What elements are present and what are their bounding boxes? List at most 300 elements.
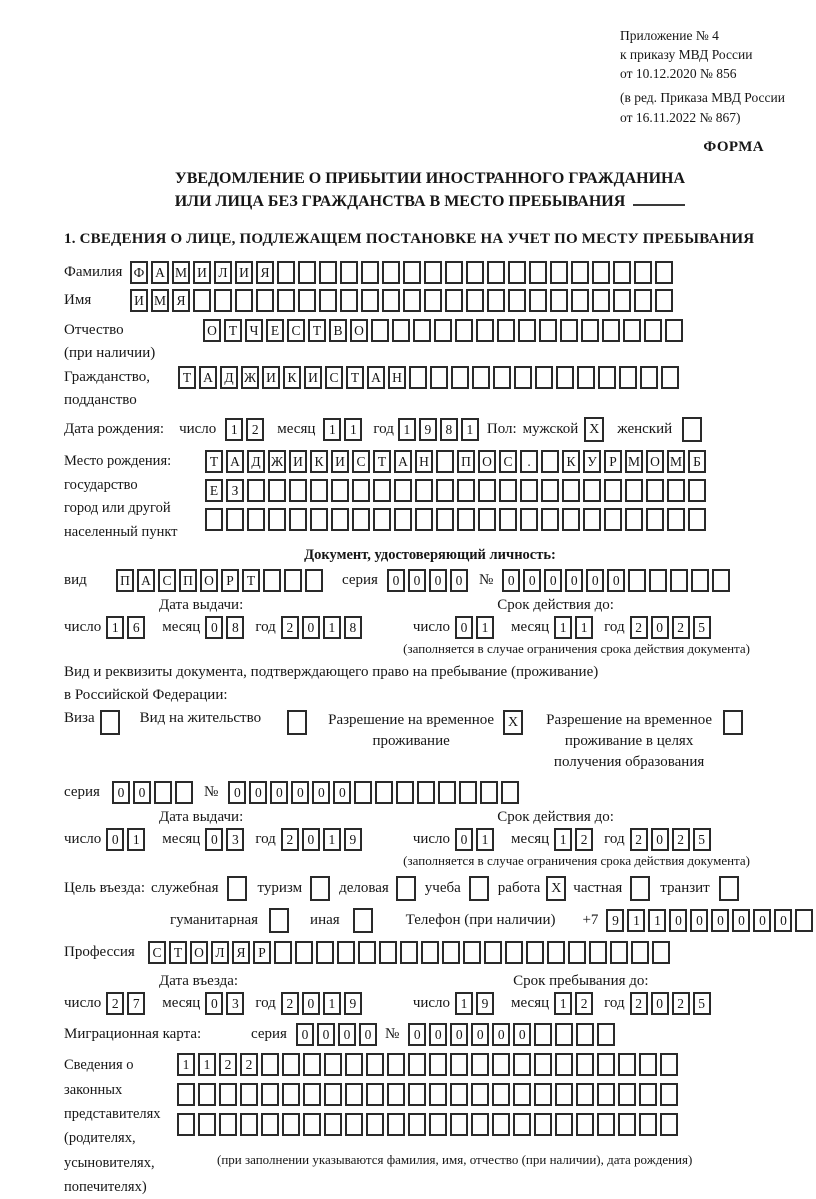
char-cell <box>430 366 448 389</box>
char-cell <box>618 1053 636 1076</box>
title-underline <box>633 193 685 206</box>
education-residence-label: Разрешение на временное проживание в целях получения образования <box>546 712 713 771</box>
doc-issue-month-cells <box>205 616 247 639</box>
char-cell: 0 <box>429 569 447 592</box>
char-cell: Е <box>266 319 284 342</box>
char-cell: Т <box>308 319 326 342</box>
char-cell: 2 <box>575 992 593 1015</box>
char-cell <box>282 1113 300 1136</box>
form-title <box>64 168 796 213</box>
char-cell: 1 <box>575 616 593 639</box>
name-cells <box>130 289 676 312</box>
purpose-work-checkbox: X <box>546 876 566 901</box>
char-cell <box>639 1083 657 1106</box>
stay-issue-date-group: число 0 1 месяц 0 3 год 2 0 1 9 <box>64 828 373 851</box>
form-title-line2: ИЛИ ЛИЦА БЕЗ ГРАЖДАНСТВА В МЕСТО ПРЕБЫВАНИЯ <box>174 192 626 210</box>
char-cell: П <box>457 450 475 473</box>
char-cell <box>303 1053 321 1076</box>
char-cell: 1 <box>323 828 341 851</box>
char-cell: 5 <box>693 616 711 639</box>
birthdate-row: Дата рождения: число 1 2 месяц 1 1 год 1 9 8 1 Пол: мужской X женский <box>64 417 796 442</box>
char-cell: 0 <box>333 781 351 804</box>
char-cell: К <box>562 450 580 473</box>
stay-valid-month-cells <box>554 828 596 851</box>
char-cell <box>214 289 232 312</box>
char-cell: М <box>667 450 685 473</box>
char-cell: 2 <box>630 616 648 639</box>
stay-series-label: серия <box>64 784 100 801</box>
char-cell <box>499 508 517 531</box>
char-cell <box>394 479 412 502</box>
char-cell <box>618 1113 636 1136</box>
char-cell <box>177 1083 195 1106</box>
char-cell <box>493 366 511 389</box>
char-cell <box>597 1023 615 1046</box>
char-cell <box>598 366 616 389</box>
char-cell <box>550 289 568 312</box>
char-cell <box>429 1113 447 1136</box>
char-cell: 0 <box>544 569 562 592</box>
char-cell <box>639 1113 657 1136</box>
char-cell <box>492 1113 510 1136</box>
stay-number-cells <box>228 781 522 804</box>
representatives-note: (при заполнении указываются фамилия, имя, отчество (при наличии), дата рождения) <box>217 1152 693 1168</box>
char-cell <box>421 941 439 964</box>
char-cell <box>577 366 595 389</box>
char-cell: 0 <box>133 781 151 804</box>
char-cell: 8 <box>440 418 458 441</box>
char-cell: 5 <box>693 828 711 851</box>
birth-day-cells <box>225 418 267 441</box>
residence-permit-checkbox <box>287 710 307 735</box>
char-cell: 2 <box>246 418 264 441</box>
char-cell <box>646 479 664 502</box>
char-cell <box>436 479 454 502</box>
char-cell <box>589 941 607 964</box>
char-cell <box>382 289 400 312</box>
doc-kind-label: вид <box>64 572 87 589</box>
char-cell <box>282 1083 300 1106</box>
char-cell <box>534 1113 552 1136</box>
char-cell: 1 <box>627 909 645 932</box>
char-cell <box>305 569 323 592</box>
char-cell <box>445 261 463 284</box>
char-cell <box>340 261 358 284</box>
char-cell <box>501 781 519 804</box>
surname-row <box>64 261 796 284</box>
char-cell: И <box>130 289 148 312</box>
doc-dates-titles <box>64 597 796 614</box>
char-cell <box>256 289 274 312</box>
char-cell <box>277 261 295 284</box>
stay-valid-day-cells <box>455 828 497 851</box>
char-cell <box>235 289 253 312</box>
char-cell <box>284 569 302 592</box>
char-cell <box>688 479 706 502</box>
char-cell <box>261 1113 279 1136</box>
char-cell: 1 <box>323 992 341 1015</box>
purpose-private-checkbox <box>630 876 650 901</box>
char-cell: 2 <box>630 992 648 1015</box>
char-cell <box>712 569 730 592</box>
doc-issue-year-cells <box>281 616 365 639</box>
char-cell <box>625 479 643 502</box>
char-cell <box>408 1083 426 1106</box>
char-cell: У <box>583 450 601 473</box>
doc-dates-row <box>64 616 796 639</box>
char-cell <box>555 1113 573 1136</box>
char-cell: А <box>226 450 244 473</box>
birth-year-cells <box>398 418 482 441</box>
char-cell: 1 <box>554 992 572 1015</box>
char-cell: . <box>520 450 538 473</box>
char-cell <box>555 1053 573 1076</box>
char-cell <box>408 1113 426 1136</box>
char-cell <box>691 569 709 592</box>
char-cell: 0 <box>270 781 288 804</box>
visa-label: Виза <box>64 710 95 727</box>
stay-valid-until-group: число 0 1 месяц 1 2 год 2 0 2 5 <box>413 828 722 851</box>
char-cell <box>436 450 454 473</box>
doc-issue-day-cells <box>106 616 148 639</box>
char-cell: 0 <box>450 569 468 592</box>
char-cell: 0 <box>513 1023 531 1046</box>
doc-valid-until-group: число 0 1 месяц 1 1 год 2 0 2 5 <box>413 616 722 639</box>
char-cell: 1 <box>554 828 572 851</box>
char-cell <box>261 1083 279 1106</box>
doc-valid-day-cells <box>455 616 497 639</box>
char-cell: 1 <box>476 828 494 851</box>
char-cell: 1 <box>225 418 243 441</box>
char-cell <box>459 781 477 804</box>
char-cell: Е <box>205 479 223 502</box>
purpose-label: Цель въезда: <box>64 880 145 897</box>
char-cell: 1 <box>648 909 666 932</box>
char-cell <box>457 508 475 531</box>
char-cell: 2 <box>672 616 690 639</box>
char-cell <box>508 289 526 312</box>
char-cell: Я <box>232 941 250 964</box>
char-cell: Я <box>256 261 274 284</box>
char-cell <box>247 479 265 502</box>
char-cell: 1 <box>461 418 479 441</box>
char-cell: 0 <box>312 781 330 804</box>
char-cell <box>438 781 456 804</box>
char-cell: 1 <box>344 418 362 441</box>
citizenship-cells <box>178 366 682 389</box>
char-cell <box>640 366 658 389</box>
birthplace-block <box>64 450 796 544</box>
char-cell: Р <box>604 450 622 473</box>
char-cell <box>424 261 442 284</box>
stay-doc-line2: в Российской Федерации: <box>64 687 228 704</box>
temp-residence-label: Разрешение на временное проживание <box>328 712 495 750</box>
char-cell <box>240 1083 258 1106</box>
char-cell <box>450 1113 468 1136</box>
char-cell <box>555 1083 573 1106</box>
char-cell: 1 <box>323 418 341 441</box>
char-cell <box>604 479 622 502</box>
appendix-block <box>620 26 796 127</box>
appendix-line-5: от 16.11.2022 № 867) <box>620 109 741 125</box>
char-cell: 6 <box>127 616 145 639</box>
stay-series-cells <box>112 781 196 804</box>
char-cell: 0 <box>205 828 223 851</box>
stay-dates-titles: Дата выдачи: Срок действия до: <box>159 809 614 826</box>
patronymic-row <box>64 319 796 364</box>
char-cell: Н <box>388 366 406 389</box>
char-cell: Ж <box>241 366 259 389</box>
char-cell <box>274 941 292 964</box>
char-cell <box>602 319 620 342</box>
char-cell <box>295 941 313 964</box>
char-cell: Т <box>169 941 187 964</box>
char-cell <box>177 1113 195 1136</box>
char-cell <box>534 1053 552 1076</box>
doc-number-label: № <box>478 572 494 589</box>
char-cell: 0 <box>359 1023 377 1046</box>
char-cell: 9 <box>606 909 624 932</box>
char-cell <box>472 366 490 389</box>
char-cell <box>646 508 664 531</box>
char-cell <box>597 1113 615 1136</box>
char-cell <box>268 508 286 531</box>
char-cell <box>455 319 473 342</box>
char-cell: 0 <box>302 616 320 639</box>
char-cell <box>345 1083 363 1106</box>
char-cell: 0 <box>302 992 320 1015</box>
patronymic-cells <box>203 319 686 342</box>
char-cell <box>667 479 685 502</box>
char-cell <box>366 1113 384 1136</box>
purpose-tourism-checkbox <box>310 876 330 901</box>
char-cell: 9 <box>344 992 362 1015</box>
char-cell: 2 <box>240 1053 258 1076</box>
char-cell <box>457 479 475 502</box>
char-cell <box>661 366 679 389</box>
char-cell: Л <box>211 941 229 964</box>
representatives-block <box>64 1053 796 1199</box>
stay-doc-line1: Вид и реквизиты документа, подтверждающего право на пребывание (проживание) <box>64 664 599 681</box>
entry-purpose-row2: гуманитарная иная Телефон (при наличии) +7 9 1 1 0 0 0 0 0 0 <box>64 908 796 933</box>
char-cell: Т <box>178 366 196 389</box>
char-cell <box>451 366 469 389</box>
stay-until-title: Срок пребывания до: <box>513 973 649 990</box>
char-cell <box>240 1113 258 1136</box>
char-cell <box>660 1113 678 1136</box>
char-cell <box>319 289 337 312</box>
char-cell <box>361 261 379 284</box>
char-cell <box>310 508 328 531</box>
char-cell: 0 <box>607 569 625 592</box>
char-cell <box>526 941 544 964</box>
char-cell <box>298 261 316 284</box>
char-cell: Р <box>253 941 271 964</box>
female-checkbox <box>682 417 702 442</box>
char-cell <box>618 1083 636 1106</box>
stay-dates-row <box>64 828 796 851</box>
doc-kind-row <box>64 569 796 592</box>
char-cell: 1 <box>177 1053 195 1076</box>
char-cell: О <box>478 450 496 473</box>
entry-date-group: число 2 7 месяц 0 3 год 2 0 1 9 <box>64 992 373 1015</box>
char-cell <box>581 319 599 342</box>
char-cell <box>492 1083 510 1106</box>
char-cell: 0 <box>317 1023 335 1046</box>
char-cell <box>337 941 355 964</box>
char-cell <box>670 569 688 592</box>
doc-issue-date-group: число 1 6 месяц 0 8 год 2 0 1 8 <box>64 616 373 639</box>
char-cell: С <box>352 450 370 473</box>
char-cell <box>392 319 410 342</box>
char-cell <box>354 781 372 804</box>
char-cell <box>471 1113 489 1136</box>
char-cell <box>417 781 435 804</box>
char-cell: Т <box>373 450 391 473</box>
char-cell <box>541 508 559 531</box>
char-cell <box>324 1083 342 1106</box>
char-cell <box>463 941 481 964</box>
representatives-cells-row2 <box>177 1083 692 1106</box>
char-cell <box>471 1083 489 1106</box>
char-cell: В <box>329 319 347 342</box>
char-cell <box>345 1113 363 1136</box>
char-cell <box>513 1083 531 1106</box>
temp-residence-checkbox: X <box>503 710 523 735</box>
char-cell <box>219 1113 237 1136</box>
char-cell: И <box>304 366 322 389</box>
char-cell: М <box>172 261 190 284</box>
char-cell <box>541 479 559 502</box>
char-cell <box>649 569 667 592</box>
doc-restriction-note: (заполняется в случае ограничения срока действия документа) <box>403 641 750 657</box>
char-cell <box>466 289 484 312</box>
char-cell <box>476 319 494 342</box>
char-cell <box>387 1113 405 1136</box>
char-cell <box>592 289 610 312</box>
char-cell <box>358 941 376 964</box>
char-cell: 1 <box>398 418 416 441</box>
char-cell <box>154 781 172 804</box>
migration-series-cells <box>296 1023 380 1046</box>
char-cell <box>466 261 484 284</box>
entry-month-cells <box>205 992 247 1015</box>
valid-until-title: Срок действия до: <box>497 597 614 614</box>
char-cell: 8 <box>344 616 362 639</box>
phone-prefix: +7 <box>582 912 599 929</box>
char-cell: 0 <box>586 569 604 592</box>
char-cell: 2 <box>106 992 124 1015</box>
appendix-line-4: (в ред. Приказа МВД России <box>620 90 785 106</box>
char-cell <box>263 569 281 592</box>
char-cell: И <box>262 366 280 389</box>
char-cell: 8 <box>226 616 244 639</box>
char-cell: 9 <box>419 418 437 441</box>
section1-heading: 1. СВЕДЕНИЯ О ЛИЦЕ, ПОДЛЕЖАЩЕМ ПОСТАНОВКЕ НА УЧЕТ ПО МЕСТУ ПРЕБЫВАНИЯ <box>64 231 755 248</box>
char-cell <box>352 479 370 502</box>
char-cell: 2 <box>281 992 299 1015</box>
char-cell <box>345 1053 363 1076</box>
char-cell <box>631 941 649 964</box>
char-cell <box>366 1083 384 1106</box>
stay-issue-month-cells <box>205 828 247 851</box>
char-cell: 2 <box>281 828 299 851</box>
char-cell <box>655 289 673 312</box>
citizenship-row <box>64 366 796 411</box>
char-cell <box>289 479 307 502</box>
char-cell <box>628 569 646 592</box>
char-cell <box>403 289 421 312</box>
char-cell <box>310 479 328 502</box>
stay-valid-year-cells <box>630 828 714 851</box>
char-cell <box>366 1053 384 1076</box>
stay-restriction-note: (заполняется в случае ограничения срока действия документа) <box>403 853 750 869</box>
char-cell: 1 <box>106 616 124 639</box>
birthplace-cells-row2 <box>205 479 709 502</box>
char-cell: 2 <box>575 828 593 851</box>
purpose-other-checkbox <box>353 908 373 933</box>
appendix-line-2: к приказу МВД России <box>620 47 753 63</box>
stay-issue-day-cells <box>106 828 148 851</box>
stay-doc-options <box>64 710 796 773</box>
char-cell <box>445 289 463 312</box>
char-cell <box>562 479 580 502</box>
char-cell <box>480 781 498 804</box>
migration-number-cells <box>408 1023 618 1046</box>
char-cell: С <box>287 319 305 342</box>
char-cell <box>396 781 414 804</box>
char-cell: 1 <box>127 828 145 851</box>
char-cell <box>198 1113 216 1136</box>
birthdate-label: Дата рождения: <box>64 421 165 438</box>
char-cell <box>282 1053 300 1076</box>
char-cell <box>429 1053 447 1076</box>
char-cell: А <box>199 366 217 389</box>
entry-purpose-row1: Цель въезда: служебная туризм деловая учеба работа X частная транзит <box>64 876 796 901</box>
char-cell: 9 <box>344 828 362 851</box>
char-cell <box>289 508 307 531</box>
char-cell <box>319 261 337 284</box>
doc-kind-cells <box>116 569 326 592</box>
char-cell <box>619 366 637 389</box>
char-cell: Ф <box>130 261 148 284</box>
stay-doc-series-row <box>64 781 796 804</box>
char-cell <box>555 1023 573 1046</box>
char-cell <box>583 508 601 531</box>
char-cell: А <box>367 366 385 389</box>
migration-card-row <box>64 1023 796 1046</box>
char-cell: 9 <box>476 992 494 1015</box>
char-cell <box>660 1083 678 1106</box>
representatives-cells-row3 <box>177 1113 692 1136</box>
migration-number-label: № <box>384 1026 400 1043</box>
char-cell: 0 <box>753 909 771 932</box>
patronymic-label: Отчество (при наличии) <box>64 322 156 361</box>
char-cell: О <box>646 450 664 473</box>
char-cell: 0 <box>492 1023 510 1046</box>
char-cell: 2 <box>219 1053 237 1076</box>
char-cell <box>529 261 547 284</box>
education-residence-checkbox <box>723 710 743 735</box>
char-cell: О <box>200 569 218 592</box>
char-cell: О <box>203 319 221 342</box>
char-cell: 0 <box>387 569 405 592</box>
char-cell <box>513 1053 531 1076</box>
char-cell <box>198 1083 216 1106</box>
char-cell <box>568 941 586 964</box>
char-cell: 0 <box>690 909 708 932</box>
char-cell <box>597 1083 615 1106</box>
